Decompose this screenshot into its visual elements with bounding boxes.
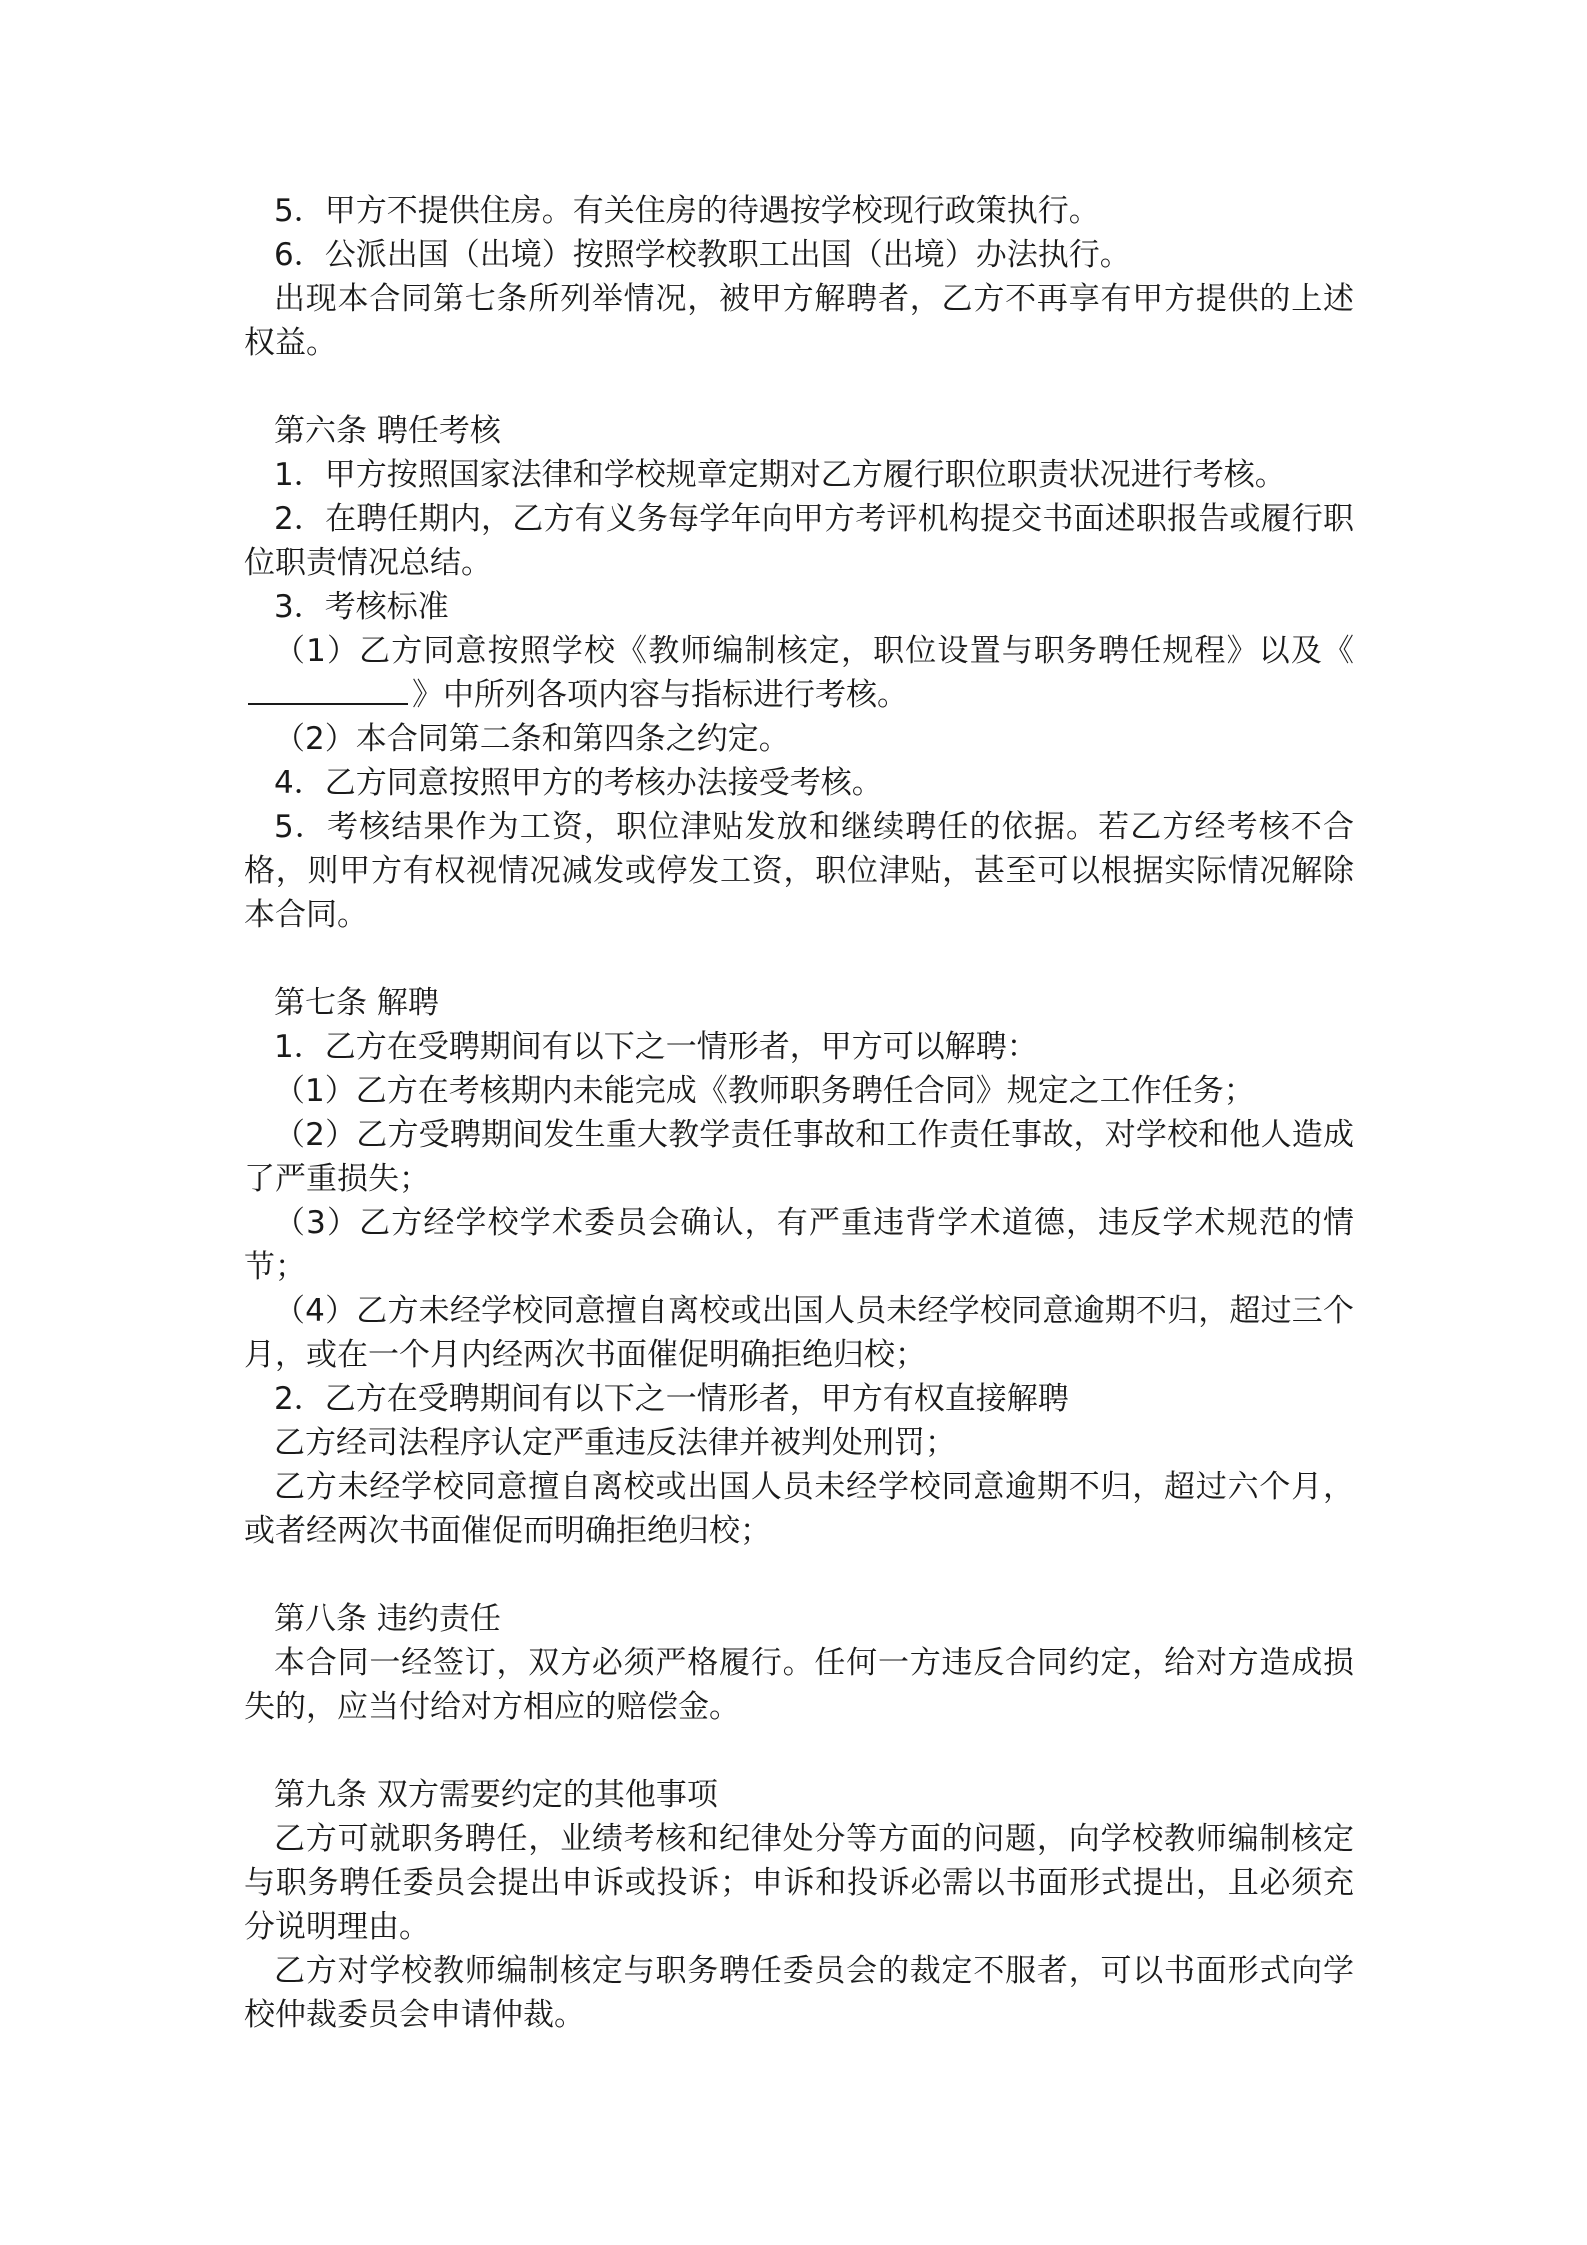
sec6-item2: 2．在聘任期内，乙方有义务每学年向甲方考评机构提交书面述职报告或履行职位职责情况总结。 <box>244 501 1354 581</box>
sec6-item1: 1．甲方按照国家法律和学校规章定期对乙方履行职位职责状况进行考核。 <box>274 457 1286 493</box>
sec6-heading: 第六条 聘任考核 <box>274 413 501 449</box>
sec5-note: 出现本合同第七条所列举情况，被甲方解聘者，乙方不再享有甲方提供的上述权益。 <box>244 281 1354 361</box>
sec5-item5: 5．甲方不提供住房。有关住房的待遇按学校现行政策执行。 <box>274 193 1100 229</box>
fill-in-blank <box>248 673 408 705</box>
sec9-body1: 乙方可就职务聘任，业绩考核和纪律处分等方面的问题，向学校教师编制核定与职务聘任委员会提出申诉或投诉；申诉和投诉必需以书面形式提出，且必须充分说明理由。 <box>244 1821 1354 1945</box>
spacer <box>244 365 1354 409</box>
sec8-body: 本合同一经签订，双方必须严格履行。任何一方违反合同约定，给对方造成损失的，应当付给对方相应的赔偿金。 <box>244 1645 1354 1725</box>
sec7-item1-1: （1）乙方在考核期内未能完成《教师职务聘任合同》规定之工作任务； <box>274 1073 1255 1109</box>
sec7-item1-2: （2）乙方受聘期间发生重大教学责任事故和工作责任事故，对学校和他人造成了严重损失； <box>244 1117 1354 1197</box>
sec7-item2-b: 乙方未经学校同意擅自离校或出国人员未经学校同意逾期不归，超过六个月，或者经两次书面催促而明确拒绝归校； <box>244 1469 1354 1549</box>
sec6-item3-2: （2）本合同第二条和第四条之约定。 <box>274 721 790 757</box>
sec5-item6: 6．公派出国（出境）按照学校教职工出国（出境）办法执行。 <box>274 237 1131 273</box>
spacer <box>244 1553 1354 1597</box>
sec7-item1-3: （3）乙方经学校学术委员会确认，有严重违背学术道德，违反学术规范的情节； <box>244 1205 1354 1285</box>
sec6-item3: 3．考核标准 <box>274 589 449 625</box>
spacer <box>244 937 1354 981</box>
sec8-heading: 第八条 违约责任 <box>274 1601 501 1637</box>
spacer <box>244 1729 1354 1773</box>
sec9-body2: 乙方对学校教师编制核定与职务聘任委员会的裁定不服者，可以书面形式向学校仲裁委员会申请仲裁。 <box>244 1953 1354 2033</box>
sec6-item3-1-after: 》中所列各项内容与指标进行考核。 <box>412 677 908 713</box>
sec7-heading: 第七条 解聘 <box>274 985 439 1021</box>
sec6-item3-1 <box>244 629 1354 717</box>
sec6-item3-1-before: （1）乙方同意按照学校《教师编制核定，职位设置与职务聘任规程》以及《 <box>274 633 1354 669</box>
sec7-item2: 2．乙方在受聘期间有以下之一情形者，甲方有权直接解聘 <box>274 1381 1069 1417</box>
contract-page <box>244 189 1354 2037</box>
sec7-item1: 1．乙方在受聘期间有以下之一情形者，甲方可以解聘： <box>274 1029 1038 1065</box>
sec7-item1-4: （4）乙方未经学校同意擅自离校或出国人员未经学校同意逾期不归，超过三个月，或在一个月内经两次书面催促明确拒绝归校； <box>244 1293 1354 1373</box>
sec7-item2-a: 乙方经司法程序认定严重违反法律并被判处刑罚； <box>274 1425 956 1461</box>
sec9-heading: 第九条 双方需要约定的其他事项 <box>274 1777 718 1813</box>
sec6-item4: 4．乙方同意按照甲方的考核办法接受考核。 <box>274 765 883 801</box>
sec6-item5: 5．考核结果作为工资，职位津贴发放和继续聘任的依据。若乙方经考核不合格，则甲方有权视情况减发或停发工资，职位津贴，甚至可以根据实际情况解除本合同。 <box>244 809 1354 933</box>
